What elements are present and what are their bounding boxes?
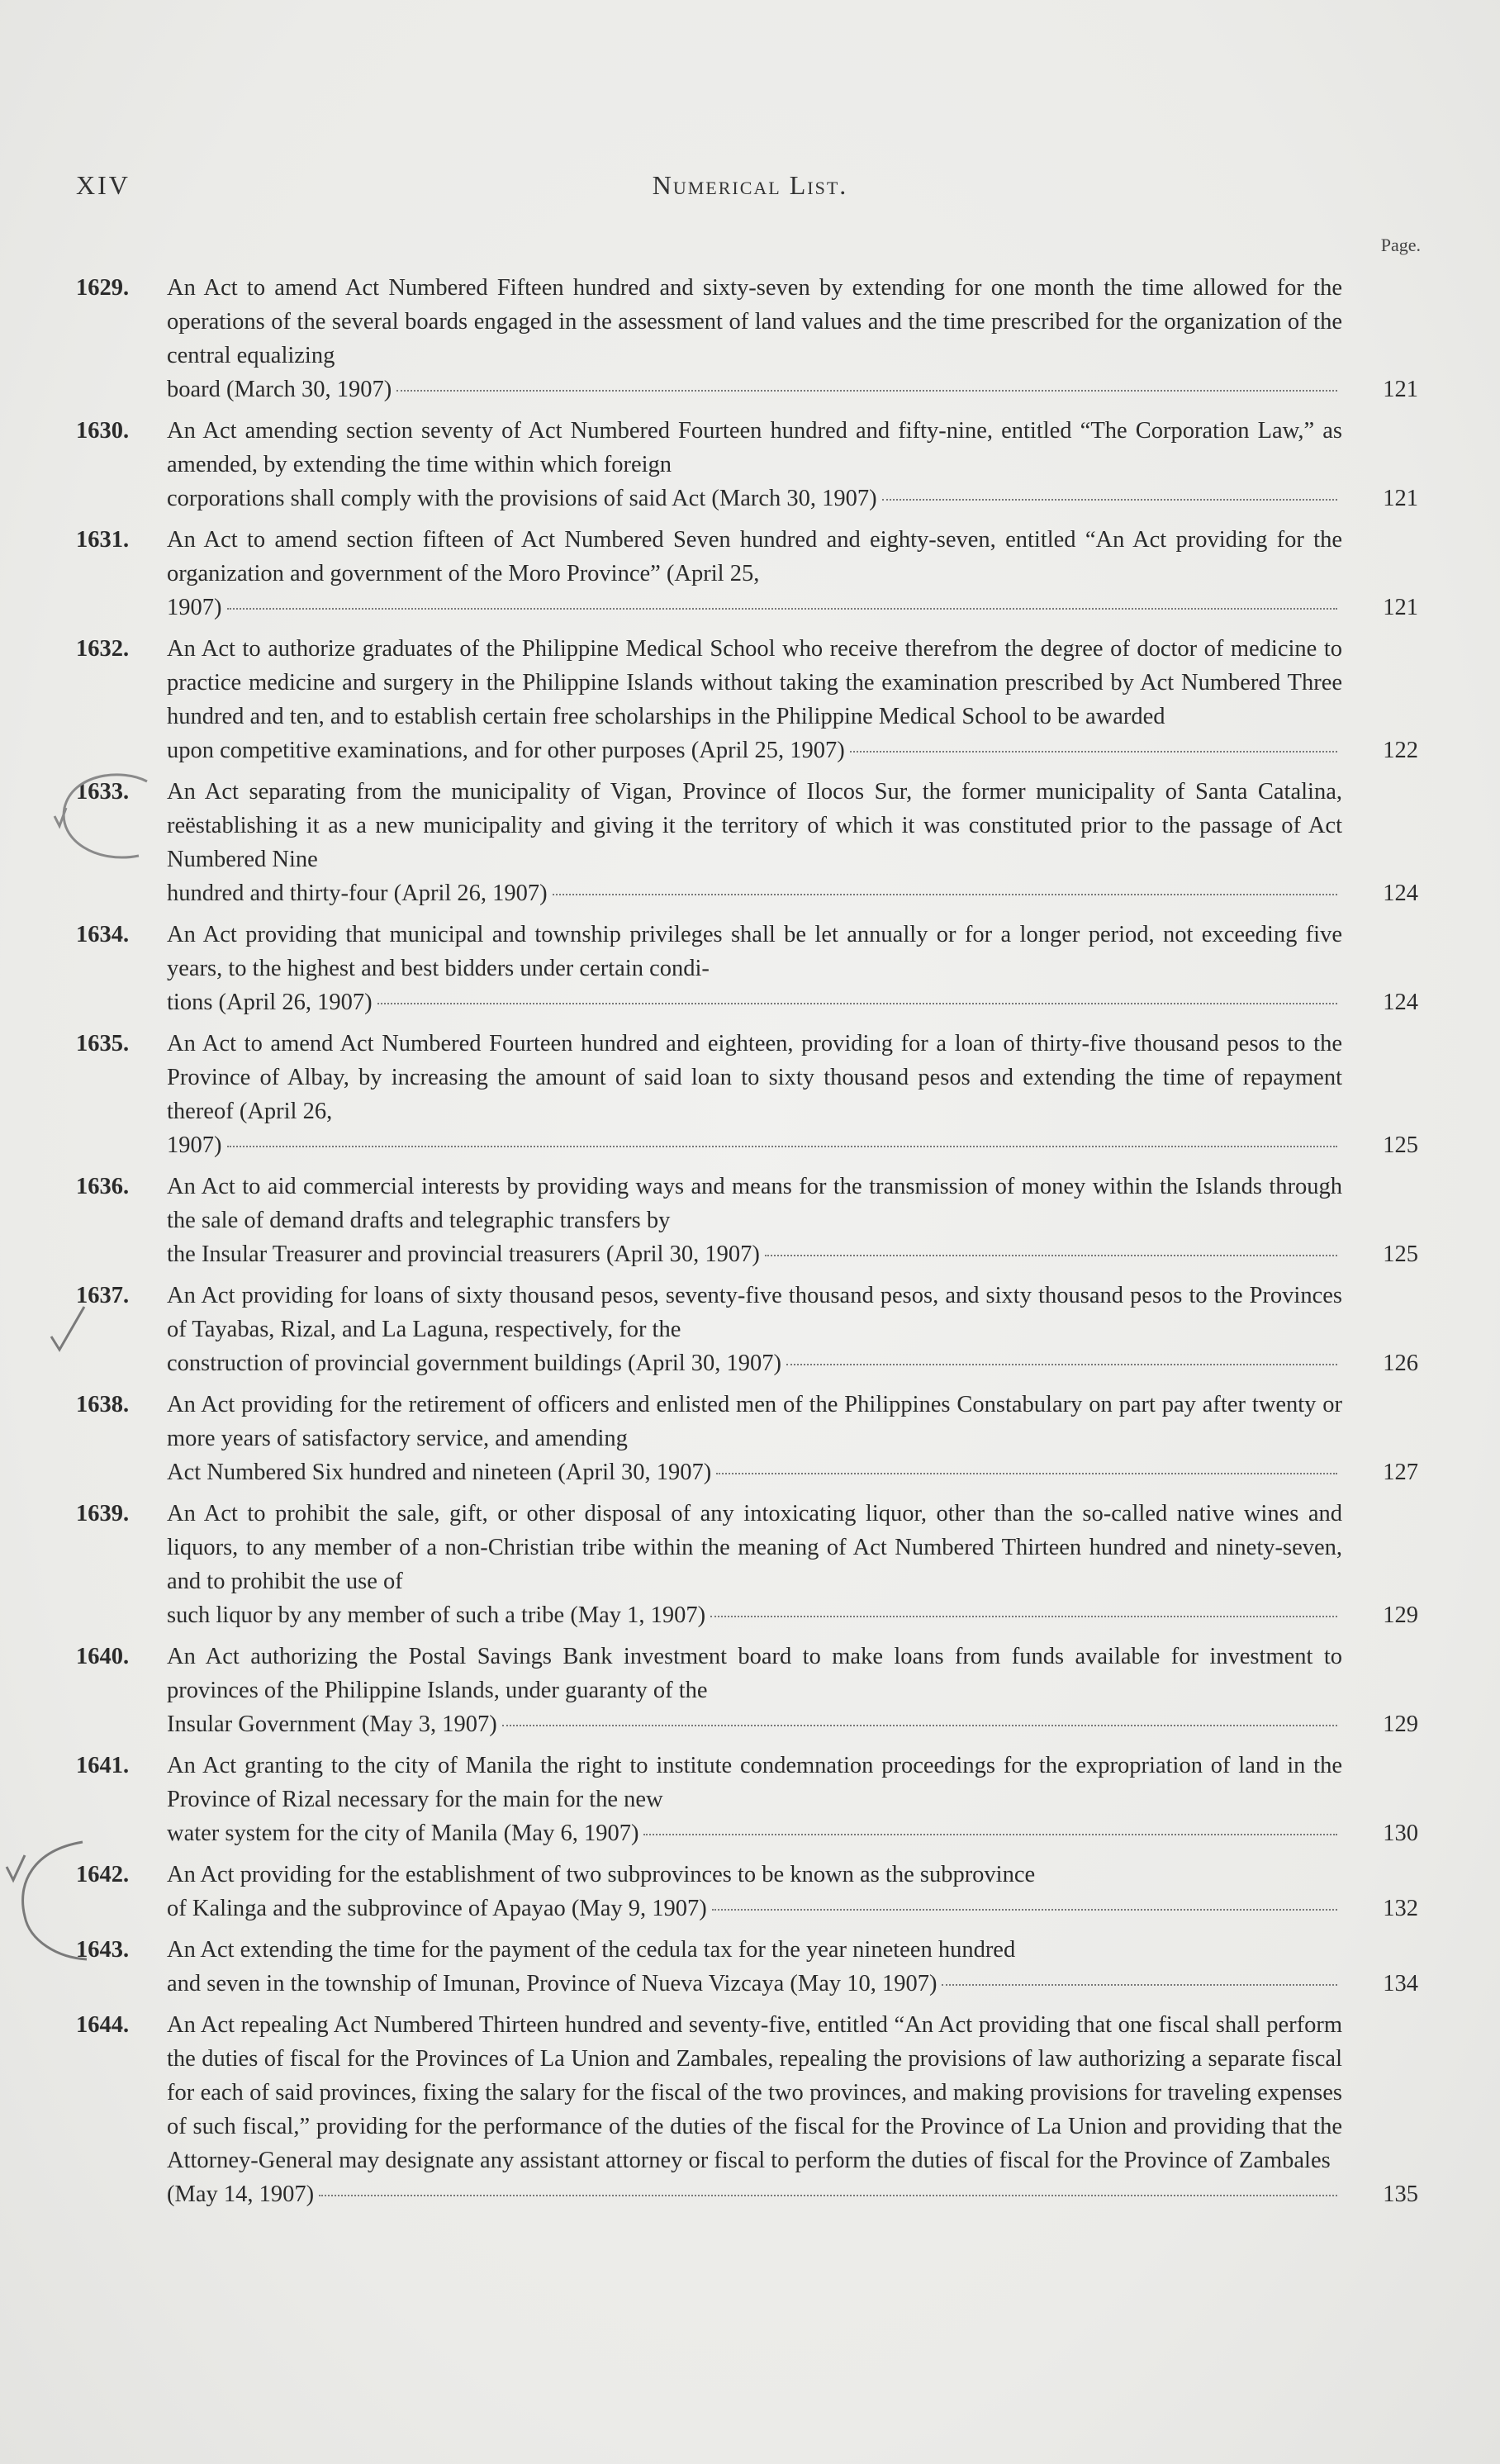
page-reference: 127 [1383,1460,1418,1485]
act-title: An Act providing for the establishment of two subprovinces to be known as the subprovince [167,1862,1036,1887]
act-number: 1636. [76,1174,130,1199]
act-title: An Act repealing Act Numbered Thirteen hundred and seventy-five, entitled “An Act providing that one fiscal shall perform the duties of fiscal for the Provinces of La Union and Zambales, repealing the provisions of law authorizing a separate fiscal for each of said provinces, fixing the salary for the fiscal of the two provinces, and making provisions for traveling expenses of such fiscal,” providing for the performance of the duties of the fiscal for the Province of La Union and providing that the Attorney-General may designate any assistant attorney or fiscal to perform the duties of fiscal for the Province of Zambales [167,2012,1342,2173]
act-title-last-line: of Kalinga and the subprovince of Apayao (May 9, 1907) [167,1896,707,1921]
act-title-last-line: water system for the city of Manila (May 6, 1907) [167,1821,639,1846]
act-title-last-line: (May 14, 1907) [167,2182,315,2207]
dot-leader [712,1909,1337,1911]
list-entry-1640 [76,1640,1418,1741]
act-number: 1638. [76,1392,130,1417]
act-title: An Act to authorize graduates of the Philippine Medical School who receive therefrom the degree of doctor of medicine to practice medicine and surgery in the Philippine Islands without taking the examination prescribed by Act Numbered Three hundred and ten, and to establish certain free scholarships in the Philippine Medical School to be awarded [167,636,1342,729]
act-number: 1631. [76,527,130,553]
act-title-last-line: 1907) [167,1132,222,1158]
dot-leader [882,499,1337,501]
list-entry-1632 [76,632,1418,767]
dot-leader [716,1473,1337,1474]
list-entry-1634 [76,918,1418,1019]
dot-leader [227,1146,1338,1147]
act-title: An Act to amend section fifteen of Act Numbered Seven hundred and eighty-seven, entitled “An Act providing for the organization and government of the Moro Province” (April 25, [167,527,1342,586]
list-entry-1639 [76,1497,1418,1632]
page-reference: 121 [1383,595,1418,620]
act-title: An Act providing for loans of sixty thousand pesos, seventy-five thousand pesos, and sixty thousand pesos to the Provinces of Tayabas, Rizal, and La Laguna, respectively, for the [167,1283,1342,1342]
act-title: An Act granting to the city of Manila the right to institute condemnation proceedings for the expropriation of land in the Province of Rizal necessary for the main for the new [167,1753,1342,1812]
list-entry-1630 [76,414,1418,515]
act-title-last-line: such liquor by any member of such a tribe (May 1, 1907) [167,1602,706,1628]
act-number: 1640. [76,1644,130,1669]
list-entry-1644 [76,2008,1418,2211]
act-title-last-line: board (March 30, 1907) [167,377,392,402]
page-column-label: Page. [1380,235,1421,255]
dot-leader [227,608,1338,610]
act-title-last-line: 1907) [167,595,222,620]
act-number: 1641. [76,1753,130,1778]
numerical-list [76,271,1418,2219]
list-entry-1642 [76,1858,1418,1925]
page-reference: 124 [1383,881,1418,906]
act-title: An Act to amend Act Numbered Fifteen hundred and sixty-seven by extending for one month the time allowed for the operations of the several boards engaged in the assessment of land values and the time prescribed for the organization of the central equalizing [167,275,1342,368]
page-reference: 122 [1383,738,1418,763]
page-header [76,170,1424,211]
act-title: An Act providing for the retirement of officers and enlisted men of the Philippines Constabulary on part pay after twenty or more years of satisfactory service, and amending [167,1392,1342,1451]
page-reference: 125 [1383,1132,1418,1158]
act-number: 1633. [76,779,130,805]
act-title: An Act extending the time for the payment of the cedula tax for the year nineteen hundred [167,1937,1016,1963]
dot-leader [319,2195,1337,2196]
list-entry-1643 [76,1933,1418,2001]
act-title: An Act amending section seventy of Act Numbered Fourteen hundred and fifty-nine, entitled “The Corporation Law,” as amended, by extending the time within which foreign [167,418,1342,477]
page-reference: 134 [1383,1971,1418,1996]
page-reference: 135 [1383,2182,1418,2207]
dot-leader [502,1725,1337,1726]
act-title-last-line: upon competitive examinations, and for other purposes (April 25, 1907) [167,738,845,763]
act-title-last-line: corporations shall comply with the provisions of said Act (March 30, 1907) [167,486,877,511]
dot-leader [786,1364,1337,1365]
act-number: 1643. [76,1937,130,1963]
dot-leader [850,751,1337,752]
act-number: 1635. [76,1031,130,1056]
list-entry-1635 [76,1027,1418,1162]
act-title-last-line: Act Numbered Six hundred and nineteen (April 30, 1907) [167,1460,712,1485]
dot-leader [765,1255,1337,1256]
page-reference: 126 [1383,1351,1418,1376]
act-number: 1629. [76,275,130,301]
page-reference: 121 [1383,377,1418,402]
page-reference: 130 [1383,1821,1418,1846]
dot-leader [942,1984,1337,1986]
act-number: 1630. [76,418,130,444]
dot-leader [377,1003,1337,1004]
page-reference: 129 [1383,1712,1418,1737]
act-number: 1637. [76,1283,130,1308]
act-title: An Act separating from the municipality of Vigan, Province of Ilocos Sur, the former municipality of Santa Catalina, reëstablishing it as a new municipality and giving it the territory of which it was constituted prior to the passage of Act Numbered Nine [167,779,1342,872]
list-entry-1629 [76,271,1418,406]
act-number: 1639. [76,1501,130,1526]
page-reference: 124 [1383,990,1418,1015]
list-entry-1637 [76,1279,1418,1380]
act-title-last-line: tions (April 26, 1907) [167,990,373,1015]
page-reference: 121 [1383,486,1418,511]
page-title: Numerical List. [652,170,848,200]
act-title-last-line: and seven in the township of Imunan, Province of Nueva Vizcaya (May 10, 1907) [167,1971,938,1996]
act-number: 1644. [76,2012,130,2038]
page-reference: 132 [1383,1896,1418,1921]
act-title: An Act authorizing the Postal Savings Bank investment board to make loans from funds available for investment to provinces of the Philippine Islands, under guaranty of the [167,1644,1342,1703]
dot-leader [396,390,1337,392]
page-reference: 125 [1383,1241,1418,1267]
act-title: An Act providing that municipal and township privileges shall be let annually or for a longer period, not exceeding five years, to the highest and best bidders under certain condi- [167,922,1342,981]
act-title: An Act to prohibit the sale, gift, or other disposal of any intoxicating liquor, other than the so-called native wines and liquors, to any member of a non-Christian tribe within the meaning of Act Numbered Thirteen hundred and ninety-seven, and to prohibit the use of [167,1501,1342,1594]
page-reference: 129 [1383,1602,1418,1628]
dot-leader [710,1616,1337,1617]
act-title-last-line: hundred and thirty-four (April 26, 1907) [167,881,548,906]
act-title: An Act to aid commercial interests by providing ways and means for the transmission of money within the Islands through the sale of demand drafts and telegraphic transfers by [167,1174,1342,1233]
act-title-last-line: Insular Government (May 3, 1907) [167,1712,497,1737]
dot-leader [643,1834,1337,1835]
act-number: 1632. [76,636,130,662]
list-entry-1641 [76,1749,1418,1850]
dot-leader [553,894,1337,895]
act-title-last-line: the Insular Treasurer and provincial treasurers (April 30, 1907) [167,1241,760,1267]
list-entry-1631 [76,523,1418,624]
act-title: An Act to amend Act Numbered Fourteen hundred and eighteen, providing for a loan of thirty-five thousand pesos to the Province of Albay, by increasing the amount of said loan to sixty thousand pesos and extending the time of repayment thereof (April 26, [167,1031,1342,1124]
list-entry-1633 [76,775,1418,910]
act-number: 1634. [76,922,130,947]
list-entry-1638 [76,1388,1418,1489]
list-entry-1636 [76,1170,1418,1271]
page-number-roman: XIV [76,170,131,200]
act-title-last-line: construction of provincial government buildings (April 30, 1907) [167,1351,782,1376]
act-number: 1642. [76,1862,130,1887]
